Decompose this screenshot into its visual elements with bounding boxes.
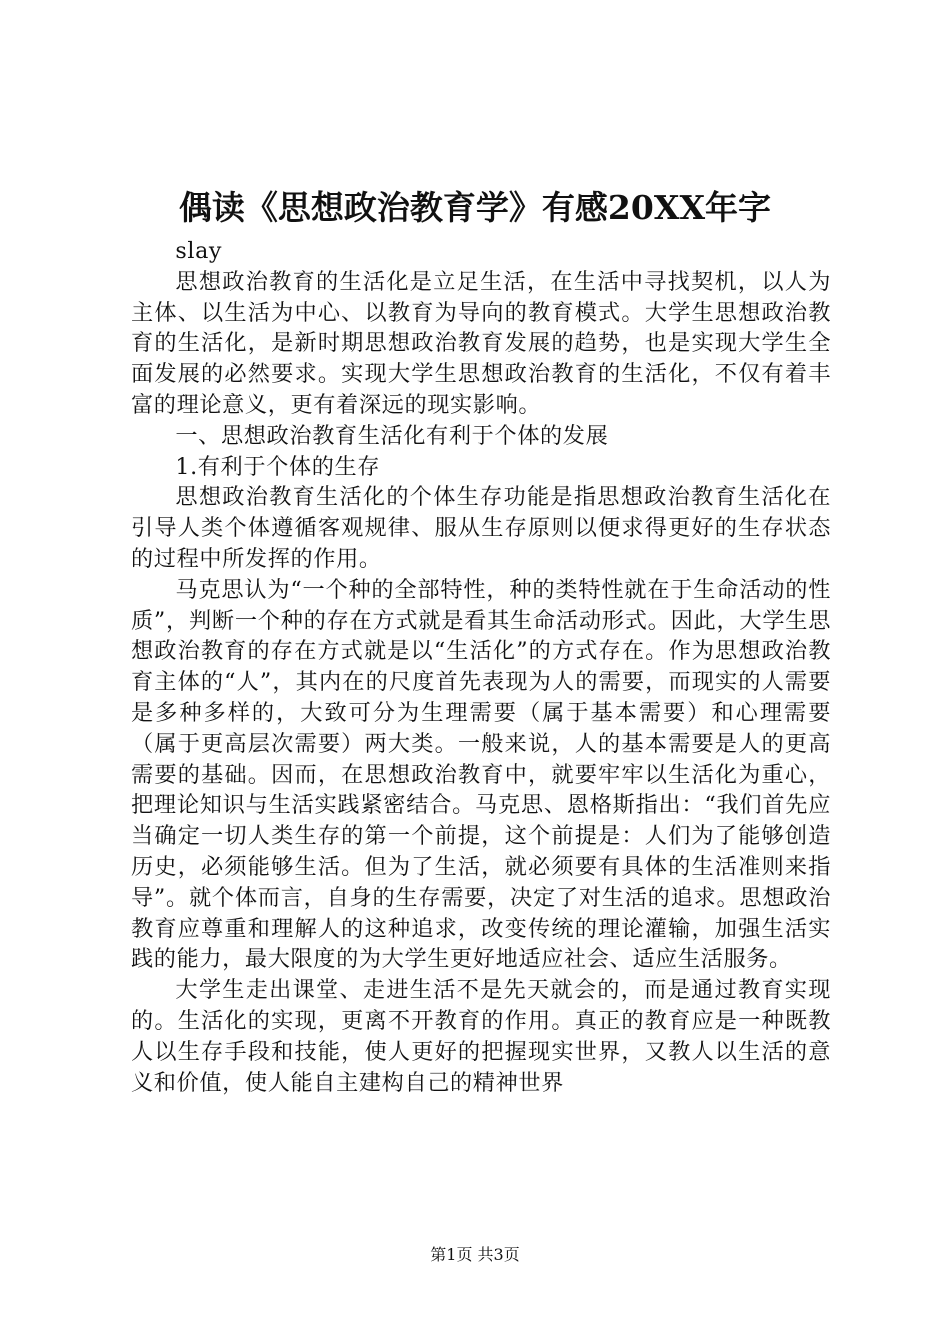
paragraph: 思想政治教育生活化的个体生存功能是指思想政治教育生活化在引导人类个体遵循客观规律、服从生存原则以便求得更好的生存状态的过程中所发挥的作用。	[131, 484, 831, 572]
document-title: 偶读《思想政治教育学》有感20XX年字	[178, 188, 772, 227]
page-footer: 第1页 共3页	[430, 1245, 520, 1264]
author-line: slay	[175, 238, 223, 264]
paragraph: 大学生走出课堂、走进生活不是先天就会的，而是通过教育实现的。生活化的实现，更离不开教育的作用。真正的教育应是一种既教人以生存手段和技能，使人更好的把握现实世界，又教人以生活的意义和价值，使人能自主建构自己的精神世界	[131, 977, 831, 1096]
subsection-heading: 1.有利于个体的生存	[175, 453, 381, 480]
paragraph: 马克思认为“一个种的全部特性，种的类特性就在于生命活动的性质”，判断一个种的存在方式就是看其生命活动形式。因此，大学生思想政治教育的存在方式就是以“生活化”的方式存在。作为思想政治教育主体的“人”，其内在的尺度首先表现为人的需要，而现实的人需要是多种多样的，大致可分为生理需要（属于基本需要）和心理需要（属于更高层次需要）两大类。一般来说，人的基本需要是人的更高需要的基础。因而，在思想政治教育中，就要牢牢以生活化为重心，把理论知识与生活实践紧密结合。马克思、恩格斯指出：“我们首先应当确定一切人类生存的第一个前提，这个前提是：人们为了能够创造历史，必须能够生活。但为了生活，就必须要有具体的生活准则来指导”。就个体而言，自身的生存需要，决定了对生活的追求。思想政治教育应尊重和理解人的这种追求，改变传统的理论灌输，加强生活实践的能力，最大限度的为大学生更好地适应社会、适应生活服务。	[131, 576, 831, 973]
paragraph: 思想政治教育的生活化是立足生活，在生活中寻找契机，以人为主体、以生活为中心、以教育为导向的教育模式。大学生思想政治教育的生活化，是新时期思想政治教育发展的趋势，也是实现大学生全面发展的必然要求。实现大学生思想政治教育的生活化，不仅有着丰富的理论意义，更有着深远的现实影响。	[131, 268, 831, 418]
section-heading: 一、思想政治教育生活化有利于个体的发展	[175, 422, 609, 449]
document-body	[131, 236, 831, 1098]
